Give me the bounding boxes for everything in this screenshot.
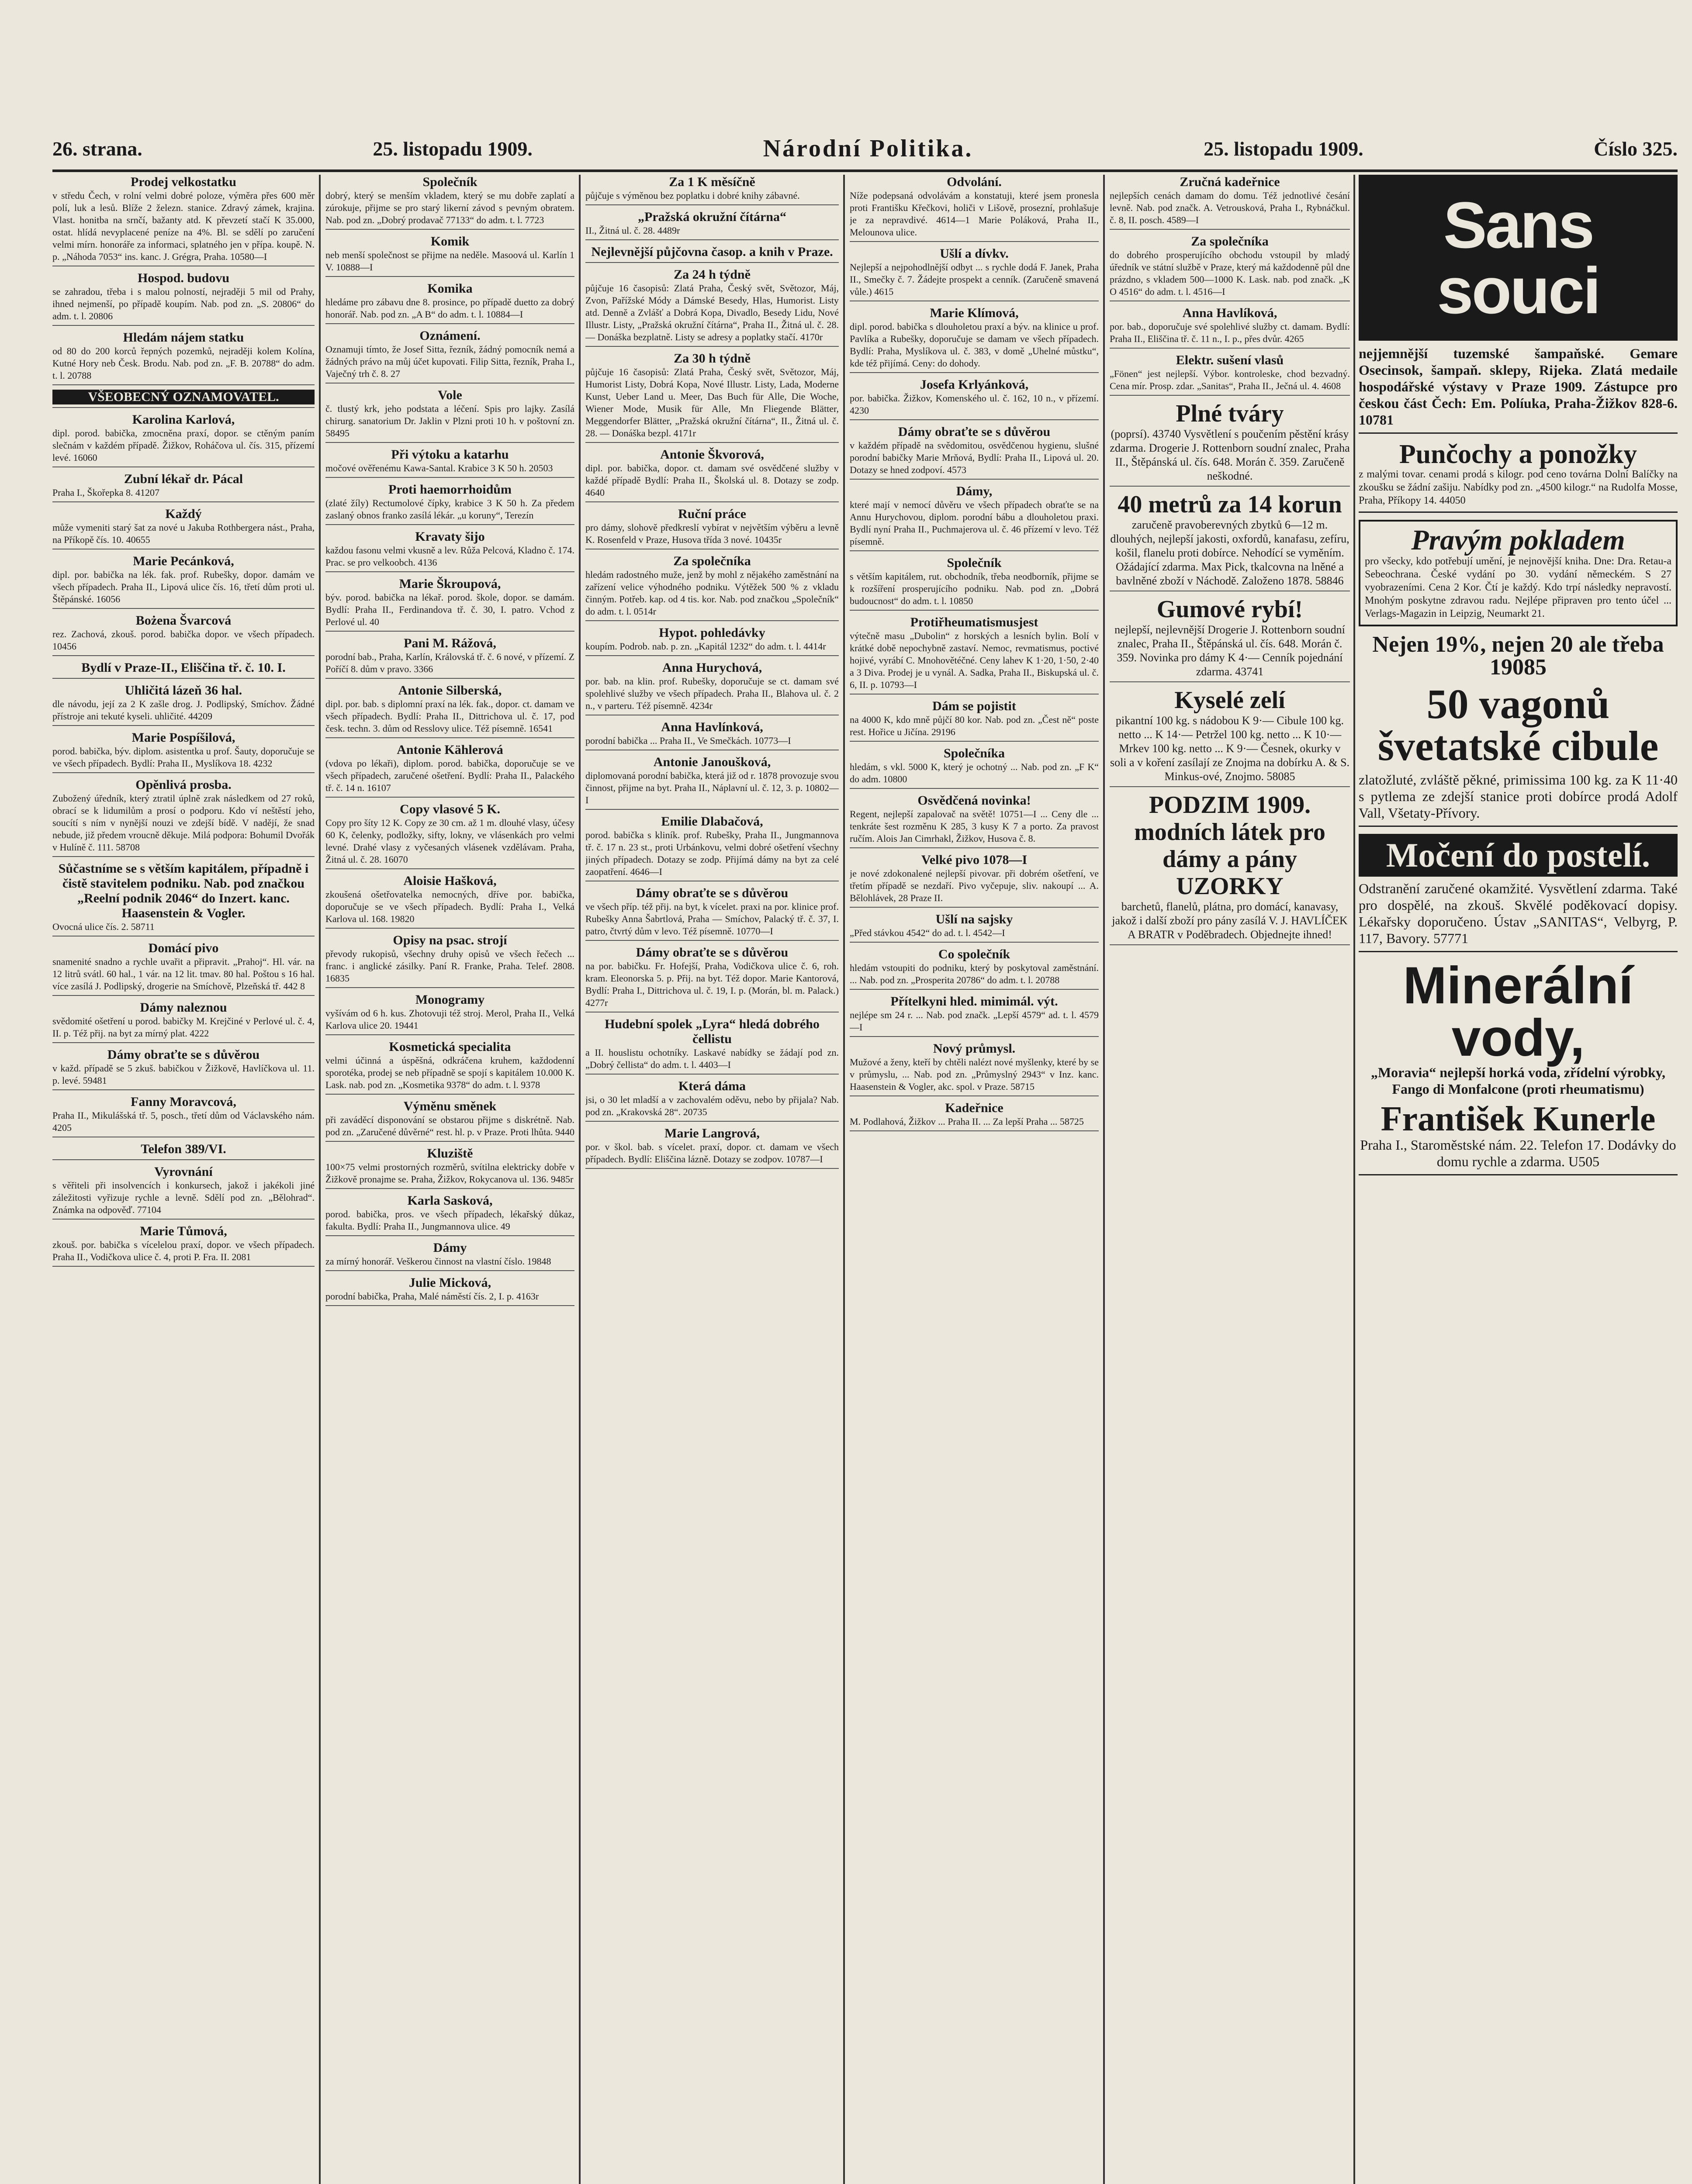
ad-body: Nejlepší a nejpohodlnější odbyt ... s rychle dodá F. Janek, Praha II., Smečky č. 7. Žádejte prospekt a cenník. (Zaručeně smavená vůle.) 4615 [850,262,1099,297]
classified-ad [52,554,315,609]
ad-title: Sůčastníme se s větším kapitálem, případně i čistě stavitelem podniku. Nab. pod značkou „Reelní podnik 2046“ do Inzert. kanc. Haasenstein & Vogler. [58,861,309,920]
issue-number: Číslo 325. [1594,137,1678,160]
mineral-address: Praha I., Staroměstské nám. 22. Telefon 17. Dodávky do domu rychle a zdarma. U505 [1360,1137,1676,1169]
column-separator [319,175,321,2184]
ad-title: Hudební spolek „Lyra“ hledá dobrého čellistu [605,1017,820,1046]
right-ad-column [1359,175,1678,2184]
ad-title: Dámy obraťte se s důvěrou [107,1047,260,1062]
ad-title: Hypot. pohledávky [659,625,765,640]
classified-ad [850,484,1099,551]
ad-body: por. bab. na klin. prof. Rubešky, doporučuje se ct. damam své spolehlivé služby ve všech případech. Praha II., Blahova ul. č. 2 n., v parteru. Též písemně. 4234r [585,676,839,711]
ad-title: Gumové rybí! [1156,596,1303,623]
ad-title: Komika [427,281,473,296]
ad-title: Velké pivo 1078—I [921,853,1028,867]
ad-body: dobrý, který se menším vkladem, který se mu dobře zaplatí a zúrokuje, přijme se pro starý likerní závod s pevným obratem. Nab. pod zn. „Dobrý prodavač 77133“ do adm. t. l. 7723 [325,190,574,225]
ad-title: Uhličitá lázeň 36 hal. [125,683,242,698]
ad-title: Kosmetická specialita [389,1040,511,1054]
bedwetting-body: Odstranění zaručené okamžité. Vysvětlení zdarma. Také pro dospělé, na zkouš. Skvělé poděkovací dopisy. Lékařsky doporučeno. Ústav „SANITAS“, Velbyrg, P. 117, Bavory. 57771 [1359,881,1678,946]
ad-title: Co společník [938,947,1010,961]
onion-title: 50 vagonů švetatské cibule [1377,681,1659,769]
column-separator [579,175,581,2184]
ad-title: VŠEOBECNÝ OZNAMOVATEL. [52,390,315,404]
classified-ad [1110,175,1350,230]
ad-title: Fanny Moravcová, [131,1095,236,1109]
ad-title: Prodej velkostatku [131,175,236,189]
classified-ad [850,699,1099,742]
ad-title: Dámy obraťte se s důvěrou [898,425,1051,439]
bedwetting-title: Močení do postelí. [1359,834,1678,877]
classified-ad [52,175,315,266]
ad-title: Antonie Škvorová, [660,447,764,462]
ad-title: Každý [165,507,202,521]
ad-title: Anna Hurychová, [662,660,762,675]
ad-title: Přítelkyni hled. mimimál. výt. [890,994,1058,1009]
ad-title: Dámy naleznou [140,1000,227,1015]
ad-body: hledám vstoupiti do podniku, který by poskytoval zaměstnání. ... Nab. pod zn. „Prosperita 20786“ do adm. t. l. 20788 [850,962,1099,985]
ad-body: svědomité ošetření u porod. babičky M. Krejčiné v Perlové ul. č. 4, II. p. Též přij. na byt za mírný plat. 4222 [52,1016,315,1039]
classified-ad [850,425,1099,480]
ad-body: Mužové a ženy, kteří by chtěli nalézt nové myšlenky, které by se v průmyslu, ... Nab. pod zn. „Průmyslný 2943“ v Inz. kanc. Haasenstein & Vogler, akc. spol. v Praze. 58715 [850,1057,1099,1092]
ad-body: II., Žitná ul. č. 28. 4489r [585,225,680,236]
ad-body: půjčuje 16 časopisů: Zlatá Praha, Český svět, Světozor, Máj, Zvon, Pařížské Módy a Dámské Besedy, Hlas, Humorist. Listy atd. Denně a Zvlášť a Dobrá Kopa, Divadlo, Besedy Lidu, Nové Illustr. Listy, „Pražská okružní čítárna“, Praha II., Žitná ul. č. 28. — Donáška bezplatně. Listy se adresy a poplatky stačí. 4170r [585,283,839,342]
ad-title: Zručná kadeřnice [1180,175,1280,189]
classified-ad [325,1040,574,1095]
classified-ad [325,1275,574,1306]
ad-body: s větším kapitálem, rut. obchodník, třeba neodborník, přijme se k rozšíření prosperujícího podniku. Nab. pod zn. „Dobrá budoucnost“ do adm. t. l. 10850 [850,571,1099,606]
ad-body: porod. babička s kliník. prof. Rubešky, Praha II., Jungmannova tř. č. 17 n. 23 st., proti Urbánkovu, velmi dobré ošetření všechny jiných případech. Dotazy se zodp. Přijímá dámy na byt za celé zaopatření. 4646—I [585,829,839,877]
page-header [52,131,1678,166]
ad-body: půjčuje s výměnou bez poplatku i dobré knihy zábavné. [585,190,800,201]
ad-title: Domácí pivo [148,941,219,955]
mineral-merchant: František Kunerle [1381,1100,1656,1138]
ad-title: Opěnlivá prosba. [135,778,232,792]
page-number: 26. strana. [52,137,142,160]
classified-ad [585,660,839,715]
ad-body: dipl. porod. babička, zmocněna praxí, dopor. se ctěným paním slečnám v každém případě. Žižkov, Roháčova ul. čís. 315, přízemí levé. 16060 [52,428,315,463]
ad-title: Hospod. budovu [137,271,230,285]
ad-title: Antonie Silberská, [398,683,502,698]
column-3 [585,175,839,2184]
ad-body: ve všech příp. též přij. na byt, k vícelet. praxi na por. klinice prof. Rubešky Anna Šabrtlová, Praha — Smíchov, Palacký tř. č. 37, I. patro, čtvrtý dům v levo. Též písemně. 10770—I [585,901,839,936]
ad-title: Anna Havlíková, [1182,306,1277,320]
classified-ad [850,947,1099,990]
ad-title: Nový průmysl. [933,1041,1016,1056]
classified-ad [52,683,315,726]
classified-ad [325,281,574,324]
ad-body: v každ. případě se 5 zkuš. babičkou v Žižkově, Havlíčkova ul. 11. p. levé. 59481 [52,1063,315,1086]
ad-body: každou fasonu velmi vkusně a lev. Růža Pelcová, Kladno č. 174. Prac. se pro velkoobch. 4136 [325,545,574,568]
ad-title: Monogramy [415,992,485,1007]
ad-body: při zaváděcí disponování se obstarou přijme s diskrétně. Nab. pod zn. „Zaručené důvěrné“ rest. hl. p. v Praze. Proti lhůta. 9440 [325,1114,574,1137]
ad-body: porod. babička, býv. diplom. asistentka u prof. Šauty, doporučuje se ve všech případech. Bydlí: Praha II., Myslíkova 18. 4232 [52,746,315,769]
classified-ad [325,992,574,1035]
classified-ad [52,412,315,467]
ad-title: Za společníka [1191,234,1269,249]
classified-ad [325,1146,574,1189]
ad-title: Proti haemorrhoidům [388,482,512,497]
classified-ad [585,267,839,347]
onion-ad [1359,633,1678,827]
classified-ad [585,1017,839,1075]
ad-title: Za 24 h týdně [674,267,751,282]
sans-souci-ad [1359,175,1678,434]
ad-title: Telefon 389/VI. [141,1142,226,1156]
classified-ad [850,377,1099,420]
classified-ad [850,246,1099,301]
classified-ad [1110,400,1350,487]
ad-title: Komik [430,234,470,249]
ad-title: 40 metrů za 14 korun [1118,491,1342,518]
ad-body: jsi, o 30 let mladší a v zachovalém oděvu, nebo by přijala? Nab. pod zn. „Krakovská 28“. 20735 [585,1094,839,1117]
classified-ad [585,945,839,1013]
onion-body: zlatožluté, zvláště pěkné, primissima 100 kg. za K 11·40 s pytlema ze zdejší stanice proti dobírce prodá Adolf Vall, Všetaty-Přívory. [1359,772,1678,821]
ad-body: dipl. por. babička na lék. fak. prof. Rubešky, dopor. damám ve všech případech. Praha II., Lipová ulice čís. 16, třetí dům proti ul. Štěpánské. 16056 [52,569,315,605]
treasure-ad [1359,520,1678,626]
classified-ad [325,175,574,230]
ad-body: dipl. porod. babička s dlouholetou praxí a býv. na klinice u prof. Pavlíka a Rubešky, doporučuje se damam ve všech případech. Bydlí: Praha, Myslíkova ul. č. 383, v domě „Uhelné můstku“, kde též přijímá. Ceny: do dohody. [850,321,1099,369]
ad-body: hledám radostného muže, jenž by mohl z nějakého zaměstnání na zařízení velice výhodného podniku. Výtěžek 500 % z vkladu činným. Potřeb. kap. od 4 tis. kor. Nab. pod značkou „Společník“ do adm. t. l. 0514r [585,569,839,617]
classified-ad [325,447,574,478]
classified-ad [1110,491,1350,591]
ad-title: Zubní lékař dr. Pácal [124,472,243,486]
ad-body: snamenité snadno a rychle uvařit a připravit. „Prahoj“. Hl. vár. na 12 litrů svátl. 60 hal., 1 vár. na 12 lit. tmav. 80 hal. Poštou s 16 hal. více zasílá J. Podlipský, drogerie na Smíchově, Plzeňská tř. 442 8 [52,956,315,992]
ad-title: Ušlí a dívkv. [940,246,1009,261]
ad-body: na por. babičku. Fr. Hofejší, Praha, Vodičkova ulice č. 6, roh. kram. Eleonorska 5. p. Přij. na byt. Též dopor. Marie Kantorová, Bydlí: Praha I., Dittrichova ul. č. 19, I. p. (Morán, bl. m. Palack.) 4277r [585,961,839,1008]
classified-ad [585,755,839,810]
ad-title: Ušlí na sajsky [935,912,1013,926]
ad-title: Společník [422,175,477,189]
ad-title: Kluziště [427,1146,473,1161]
classified-ad [52,1142,315,1160]
socks-title: Punčochy a ponožky [1399,439,1637,469]
ad-body: které mají v nemocí důvěru ve všech případech obraťte se na Annu Hurychovou, diplom. porodní bábu a dlouholetou praxi. Bydlí nyní Praha II., Puchmajerova ul. č. 46 přízemí v levo. Též písemně. [850,499,1099,547]
classified-ad [1110,306,1350,349]
ad-title: „Pražská okružní čítárna“ [638,210,786,224]
classified-ad [325,529,574,572]
ad-title: Marie Škroupová, [399,577,501,591]
classified-ad [1110,234,1350,301]
classified-ad [850,853,1099,908]
ad-title: Aloisie Hašková, [403,874,497,888]
classified-ad [325,328,574,384]
ad-body: s věřiteli při insolvencích i konkursech, jakož i jakékoli jiné záležitosti vyřizuje rychle a levně. Sdělí pod zn. „Bělohrad“. Známka na odpověď. 77104 [52,1180,315,1215]
classified-ad [325,874,574,929]
column-2 [325,175,574,2184]
bedwetting-ad [1359,834,1678,952]
classified-ad [325,1099,574,1142]
ad-title: Nejlevnější půjčovna časop. a knih v Praze. [591,245,833,259]
classified-ad [850,746,1099,789]
classified-ad [325,802,574,869]
classified-ad [52,1047,315,1090]
ad-title: Copy vlasové 5 K. [399,802,500,816]
ad-body: Praha II., Mikulášská tř. 5, posch., třetí dům od Václavského nám. 4205 [52,1110,315,1133]
ad-title: Bydlí v Praze-II., Eliščina tř. č. 10. I. [81,660,286,675]
brand-text: nejjemnější tuzemské šampaňské. Gemare Osecinsok, šampaň. sklepy, Rijeka. Zlatá medaile hospodářské výstavy v Praze 1909. Zástupce pro českou část Čech: Em. Políuka, Praha-Žižkov 828-6. 10781 [1359,346,1678,428]
classified-ad [585,886,839,941]
ad-body: dipl. por. babička, dopor. ct. damam své osvědčené služby v každé případě Bydlí: Praha II., Školská ul. 8. Dotazy se zodp. 4640 [585,463,839,498]
column-separator [1353,175,1355,2184]
ad-title: Odvolání. [947,175,1002,189]
classified-ad [52,472,315,502]
classified-ad [585,210,839,240]
ad-body: M. Podlahová, Žižkov ... Praha II. ... Za lepší Praha ... 58725 [850,1116,1084,1127]
classified-ad [52,271,315,326]
classified-ad [52,1095,315,1137]
classified-ad [850,994,1099,1037]
classified-ad [585,1126,839,1169]
ad-body: dle návodu, její za 2 K zašle drog. J. Podlipský, Smíchov. Žádné přístroje ani tekuté kyseli. uhličité. 44209 [52,698,315,722]
onion-headline: Nejen 19%, nejen 20 ale třeba 19085 [1372,632,1664,680]
ad-title: Výměnu směnek [403,1099,497,1113]
ad-title: Která dáma [678,1079,746,1093]
ad-body: zaručeně pravoberevných zbytků 6—12 m. dlouhých, nejlepší jakosti, oxfordů, kanafasu, zefíru, košil, flanelu proti dobírce. Nehodící se vyměním. Ožádající zdarma. Max Pick, tkalcovna na lněné a bavlněné zboží v Náchodě. Založeno 1878. 58846 [1110,518,1349,587]
classified-ad [52,330,315,385]
ad-body: Praha I., Škořepka 8. 41207 [52,487,160,498]
classified-ad [52,390,315,408]
ad-body: v středu Čech, v rolní velmi dobré poloze, výměra přes 600 měr polí, luk a lesů. Blíže 2 železn. stanice. Zdravý zámek, krajina. Vlast. honitba na srnčí, bažanty atd. K převzetí stačí K 35.000, ostat. hlídá nevyplacené peníze na 4%. Bl. se sdělí po zaručení velmi mírn. honoráře za informaci, splatného jen v přípa. koupě. N. p. „Náhoda 7053“ ins. kanc. J. Grégra, Praha. 10580—I [52,190,315,262]
column-separator [1103,175,1105,2184]
ad-body: v každém případě na svědomitou, osvědčenou hygienu, slušné porodní babičky Marie Mrňová, Bydlí: Praha II., Lipová ul. 20. Dotazy se hned zodpoví. 4573 [850,440,1099,475]
classified-ad [52,507,315,549]
ad-title: Emilie Dlabačová, [661,814,763,829]
ad-title: Elektr. sušení vlasů [1176,353,1284,367]
classified-ad [325,577,574,632]
ad-body: pro dámy, slohově předkreslí vybírat v největším výběru a levně K. Rosenfeld v Praze, Husova třída 3 nové. 10435r [585,522,839,545]
ad-body: porodní babička, Praha, Malé náměstí čís. 2, I. p. 4163r [325,1291,539,1302]
ad-title: Vole [438,388,462,402]
classified-ad [52,778,315,857]
ad-body: diplomovaná porodní babička, která již od r. 1878 provozuje svou činnost, přijme na byt. Praha II., Náplavní ul. č. 12, 3. p. 10802—I [585,770,839,805]
ad-title: Plné tváry [1176,400,1284,427]
ad-body: hledáme pro zábavu dne 8. prosince, po případě duetto za dobrý honorář. Nab. pod zn. „A B“ do adm. t. l. 10884—I [325,297,574,320]
ad-body: (poprsí). 43740 Vysvětlení s poučením pěstění krásy zdarma. Drogerie J. Rottenborn soudní znalec, Praha II., Štěpánská ul. čís. 648. Morán č. 359. Zaručeně neškodné. [1110,428,1350,482]
ad-body: nejlépe sm 24 r. ... Nab. pod značk. „Lepší 4579“ ad. t. l. 4579—I [850,1009,1099,1033]
classified-ad [850,306,1099,373]
ad-title: Marie Pospíšilová, [131,730,235,745]
ad-title: Marie Tůmová, [140,1224,227,1238]
classified-ad [325,743,574,798]
ad-title: Společníka [943,746,1005,760]
classified-ad [52,613,315,656]
classified-ad [52,1224,315,1267]
ad-body: dipl. por. bab. s diplomní praxí na lék. fak., dopor. ct. damam ve všech případech. Bydlí: Praha II., Dittrichova ul. č. 17, pod česk. techn. 3. dům od Resslovy ulice. Též písemně. 16541 [325,698,574,734]
ad-title: Kravaty šijo [415,529,485,544]
ad-body: nejlepší, nejlevnější Drogerie J. Rottenborn soudní znalec, Praha II., Štěpánská ul. čís. 648. Morán č. 359. Novinka pro dámy K 4·— Cenník pojednání zdarma. 43741 [1114,623,1345,678]
ad-title: Vyrovnání [154,1165,213,1179]
ad-body: (zlaté žíly) Rectumolové čípky, krabice 3 K 50 h. Za předem zaslaný obnos franko zasílá lékár. „u koruny“, Terezín [325,498,574,521]
ad-body: porodní babička ... Praha II., Ve Smečkách. 10773—I [585,735,791,746]
ad-title: Marie Langrová, [664,1126,760,1140]
ad-title: Karla Sasková, [407,1193,493,1208]
classified-ad [52,730,315,773]
classified-ad [325,1193,574,1236]
ad-body: býv. porod. babička na lékař. porod. škole, dopor. se damám. Bydlí: Praha II., Ferdinandova tř. č. 30, I. patro. Vchod z Perlové ul. 40 [325,592,574,627]
ad-title: Za společníka [673,554,751,568]
ad-title: Anna Havlínková, [661,720,763,734]
ad-body: pikantní 100 kg. s nádobou K 9·— Cibule 100 kg. netto ... K 14·— Petržel 100 kg. netto ... K 10·— Mrkev 100 kg. netto ... K 9·— Česnek, okurky v soli a v koření zasílají ze Znojma na dobírku A. & S. Minkus-ové, Znojmo. 58085 [1110,714,1350,783]
classified-ad [585,175,839,205]
ad-title: Ruční práce [678,507,746,521]
classified-ad [1110,596,1350,682]
ad-body: Oznamuji tímto, že Josef Sitta, řezník, žádný pomocník nemá a žádných právo na můj účet kupovati. Filip Sitta, řezník, Praha I., Vaječný trh č. 8. 27 [325,344,574,379]
ad-body: barchetů, flanelů, plátna, pro domácí, kanavasy, jakož i další zboží pro pány zasílá V. J. HAVLÍČEK A BRATR v Poděbradech. Objednejte ihned! [1112,900,1348,941]
ad-body: „Fönen“ jest nejlepší. Výbor. kontroleske, chod bezvadný. Cena mír. Prosp. zdar. „Sanitas“, Praha II., Ječná ul. 4. 4608 [1110,368,1350,391]
classified-ad [325,234,574,277]
ad-body: (vdova po lékaři), diplom. porod. babička, doporučuje se ve všech případech, zaručené ošetření. Bydlí: Praha II., Palackého tř. č. 14 n. 16107 [325,758,574,793]
mineral-water-ad [1359,956,1678,1175]
ad-body: por. bab., doporučuje své spolehlivé služby ct. damam. Bydlí: Praha II., Eliščina tř. č. 11 n., I. p., přes dvůr. 4265 [1110,321,1350,344]
ad-body: rez. Zachová, zkouš. porod. babička dopor. ve všech případech. 10456 [52,629,315,652]
classified-ad [585,1079,839,1122]
ad-body: od 80 do 200 korců řepných pozemků, nejraději kolem Kolína, Kutné Hory neb Česk. Brodu. Nab. pod zn. „F. B. 20788“ do adm. t. l. 20788 [52,346,315,381]
ad-body: Regent, nejlepší zapalovač na světě! 10751—I ... Ceny dle ... tenkráte šest rozměnu K 285, 3 kusy K 7 a porto. Za pravost ručím. Alois Jan Cimrhakl, Žižkov, Husova č. 8. [850,809,1099,844]
ad-body: Copy pro šíty 12 K. Copy ze 30 cm. až 1 m. dlouhé vlasy, účesy 60 K, čelenky, podložky, sifty, lokny, ve vlásenkách pro velmi levné. Drahé vlasy z vyčesaných vlásenek vzdělávam. Praha, Žitná ul. č. 28. 16070 [325,817,574,865]
ad-title: Společník [947,556,1002,570]
classified-ad [52,660,315,679]
classified-ad [850,556,1099,611]
ad-body: 100×75 velmi prostorných rozměrů, svítilna elektricky dobře v Žižkově pronajme se. Praha, Žižkov, Rokycanova ul. 136. 9485r [325,1161,574,1185]
ad-title: PODZIM 1909. modních látek pro dámy a pány UZORKY [1134,791,1325,900]
ad-title: Dámy, [956,484,993,498]
ad-body: převody rukopisů, všechny druhy opisů ve všech řečech ... franc. i anglické zásilky. Paní R. Franke, Praha. Telef. 2808. 16835 [325,948,574,984]
ad-title: Antonie Kählerová [397,743,503,757]
classified-ad [585,447,839,502]
classified-ad [325,482,574,525]
ad-body: za mírný honorář. Veškerou činnost na vlastní číslo. 19848 [325,1256,551,1267]
ad-body: Níže podepsaná odvolávám a konstatuji, které jsem pronesla proti Františku Křečkovi, holiči v Lišově, prosezní, prohlašuje je za nepravdivé. 4614—1 Marie Poláková, Praha II., Melounova ulice. [850,190,1099,238]
ad-body: por. v škol. bab. s vícelet. praxí, dopor. ct. damam ve všech případech. Bydlí: Eliščina lázně. Dotazy se zodpov. 10787—I [585,1141,839,1165]
classified-ad [52,861,315,936]
ad-body: por. babička. Žižkov, Komenského ul. č. 162, 10 n., v přízemí. 4230 [850,393,1099,416]
classified-ad [850,1041,1099,1096]
ad-body: močové ověřenému Kawa-Santal. Krabice 3 K 50 h. 20503 [325,463,553,473]
ad-body: zkouš. por. babička s vícelelou praxí, dopor. ve všech případech. Praha II., Vodičkova ulice č. 4, proti P. Fra. II. 2081 [52,1239,315,1262]
ad-body: vyšívám od 6 h. kus. Zhotovuji též stroj. Merol, Praha II., Velká Karlova ulice 20. 19441 [325,1008,574,1031]
mineral-title: Minerální vody, [1403,956,1633,1067]
ad-title: Dámy obraťte se s důvěrou [636,945,789,960]
classified-ad [325,388,574,443]
ad-title: Opisy na psac. strojí [393,933,507,947]
ad-title: Osvědčená novinka! [917,793,1031,808]
ad-body: Ovocná ulice čís. 2. 58711 [52,921,155,932]
classified-ad [325,683,574,738]
ad-body: koupím. Podrob. nab. p. zn. „Kapitál 1232“ do adm. t. l. 4414r [585,641,826,652]
ad-body: porodní bab., Praha, Karlín, Královská tř. č. 6 nové, v přízemí. Z Poříčí 8. dům v pravo. 3366 [325,651,574,674]
ad-body: je nové zdokonalené nejlepší pivovar. při dobrém ošetření, ve třetím případě se nezdaří. Pivo vyčepuje, sliv. nakoupí ... A. Bělohlávek, 28 Praze II. [850,868,1099,903]
classified-ad [1110,687,1350,787]
ad-title: Marie Pecánková, [133,554,234,568]
header-rule [52,169,1678,172]
ad-title: Oznámení. [419,328,481,343]
ad-title: Julie Micková, [408,1275,491,1290]
ad-body: půjčuje 16 časopisů: Zlatá Praha, Český svět, Světozor, Máj, Humorist Listy, Dobrá Kopa, Nové Illustr. Listy, Lada, Moderne Kunst, Ueber Land u. Meer, Das Buch für Alle, Die Woche, Wiener Mode, Musik für Alle, Mn Fliegende Blätter, Meggendorfer Blätter, „Pražská okružní čítárna“, II., Žitná ul. č. 28. — Donáška bezpl. 4171r [585,366,839,439]
ad-title: Josefa Krlyánková, [920,377,1029,392]
newspaper-title: Národní Politika. [763,135,973,162]
ad-body: „Před stávkou 4542“ do ad. t. l. 4542—I [850,927,1005,938]
mineral-body: „Moravia“ nejlepší horká voda, zřídelní výrobky, Fango di Monfalcone (proti rheumatismu) [1370,1064,1666,1097]
column-5 [1110,175,1350,2184]
ad-body: neb menší společnost se přijme na neděle. Masoová ul. Karlín 1 V. 10888—I [325,249,574,273]
ad-body: hledám, s vkl. 5000 K, který je ochotný ... Nab. pod zn. „F K“ do adm. 10800 [850,761,1099,784]
ad-body: velmi účinná a úspěšná, odkráčena kruhem, každodenní sporotéka, prodej se neb případně se spojí s kapitálem 10.000 K. Lask. nab. pod zn. „Kosmetika 9378“ do adm. t. l. 9378 [325,1055,574,1090]
ad-title: Bożena Švarcová [135,613,232,628]
classified-ad [585,720,839,750]
classified-ad [1110,791,1350,945]
ad-body: zkoušená ošetřovatelka nemocných, dříve por. babička, doporučuje se ve všech případech. Bydlí: Praha I., Velká Karlova ul. 168. 19820 [325,889,574,924]
ad-body: č. tlustý krk, jeho podstata a léčení. Spis pro lajky. Zasílá chirurg. sanatorium Dr. Jaklin v Plzni proti 10 h. v poštovní zn. 58495 [325,403,574,439]
classified-ad [585,245,839,263]
date-right: 25. listopadu 1909. [1204,137,1363,160]
date-left: 25. listopadu 1909. [373,137,533,160]
column-separator [843,175,845,2184]
ad-title: Marie Klímová, [930,306,1019,320]
column-1 [52,175,315,2184]
ad-title: Pani M. Rážová, [404,636,496,650]
brand-name: Sans souci [1359,175,1678,341]
classified-ad [585,351,839,443]
ad-body: se zahradou, třeba i s malou polností, nejraději 5 mil od Prahy, ihned nejmenší, po případě koupím. Nab. pod zn. „S. 20806“ do adm. t. l. 20806 [52,286,315,321]
socks-body: z malými tovar. cenami prodá s kilogr. pod ceno továrna Dolní Balíčky na zkoušku se žádní zašiju. Nabídky pod zn. „4500 kilogr.“ na Rudolfa Mosse, Praha, Příkopy 14. 44050 [1359,469,1678,506]
ad-title: Za 1 K měsíčně [669,175,755,189]
ad-title: Antonie Janoušková, [653,755,771,769]
classified-ad [585,554,839,621]
ad-title: Kadeřnice [945,1101,1003,1115]
classified-ad [850,793,1099,848]
ad-body: výtečně masu „Dubolin“ z horských a lesních bylin. Bolí v krátké době nepochybně zastaví. Nemoc, revmatismus, poctivé hojivé, vyrábí C. Mnohovětéčné. Ceny lahev K 1·20, 1·50, 2·40 a 3 Diva. Prodej je u vynál. A. Sadka, Praha II., Biskupská ul. č. 6, II. p. 10793—I [850,630,1099,690]
ad-body: do dobrého prosperujícího obchodu vstoupil by mladý úředník ve státní službě v Praze, který má každodenně půl dne prázdno, s vkladem 500—1000 K. Lask. nab. pod značk. „K O 4516“ do adm. t. l. 4516—I [1110,249,1350,297]
ad-title: Dám se pojistit [932,699,1016,713]
ad-title: Dámy [433,1241,467,1255]
ad-body: nejlepších cenách damam do domu. Též jednotlivé česání levně. Nab. pod značk. A. Vetrousková, Praha I., Rybnáčkul. č. 8, II. posch. 4589—I [1110,190,1350,225]
classified-ad [325,933,574,988]
classified-ad [850,615,1099,695]
ad-title: Hledám nájem statku [123,330,244,345]
ad-body: může vymeniti starý šat za nové u Jakuba Rothbergera nást., Praha, na Příkopě čís. 10. 40655 [52,522,315,545]
ad-title: Při výtoku a katarhu [391,447,509,462]
column-4 [850,175,1099,2184]
ad-title: Za 30 h týdně [674,351,751,366]
classified-ad [325,636,574,679]
ad-body: porod. babička, pros. ve všech případech, lékařský důkaz, fakulta. Bydlí: Praha II., Jungmannova ulice. 49 [325,1209,574,1232]
classified-ad [325,1241,574,1271]
treasure-title: Pravým pokladem [1411,524,1625,556]
ad-title: Dámy obraťte se s důvěrou [636,886,789,900]
classified-ad [850,1101,1099,1131]
ad-title: Protiřheumatismusjest [910,615,1038,629]
ad-body: Zubožený úředník, který ztratil úplně zrak následkem od 27 roků, obrací se k lidumilům a prosí o podporu. Kdo ví neštěstí jeho, soucítí s ním v nynější nouzi ve zdejší bídě. V nadějí, že snad nebude, již předem vroucně děkuje. Milá podpora: Bohumil Dvořák v Hulíně č. 111. 58708 [52,793,315,853]
socks-ad [1359,441,1678,513]
classified-ad [585,507,839,549]
classified-ad [585,625,839,656]
ad-body: a II. houslistu ochotníky. Laskavé nabídky se žádají pod zn. „Dobrý čellista“ do adm. t. l. 4403—I [585,1047,839,1070]
ad-body: na 4000 K, kdo mně půjčí 80 kor. Nab. pod zn. „Čest ně“ poste rest. Hořice u Jičína. 29196 [850,714,1099,737]
classified-ad [850,175,1099,242]
classified-ad [52,1000,315,1043]
ad-title: Kyselé zelí [1174,687,1285,714]
classified-ad [52,941,315,996]
treasure-body: pro všecky, kdo potřebují umění, je nejnovější kniha. Dne: Dra. Retau-a Sebeochrana. České vydání po 30. vydání německém. S 27 vyobrazeními. Cena 2 Kor. Čtí je každý. Kdo trpí následky nepravostí. Mnohým poskytne zdravou radu. Nejlépe připraven pro tento účel ... Verlags-Magazin in Leipzig, Neumarkt 21. [1365,556,1671,619]
classified-ad [52,1165,315,1220]
classified-ad [850,912,1099,943]
ad-title: Karolina Karlová, [132,412,235,427]
classified-ad [585,814,839,881]
classified-ad [1110,353,1350,396]
